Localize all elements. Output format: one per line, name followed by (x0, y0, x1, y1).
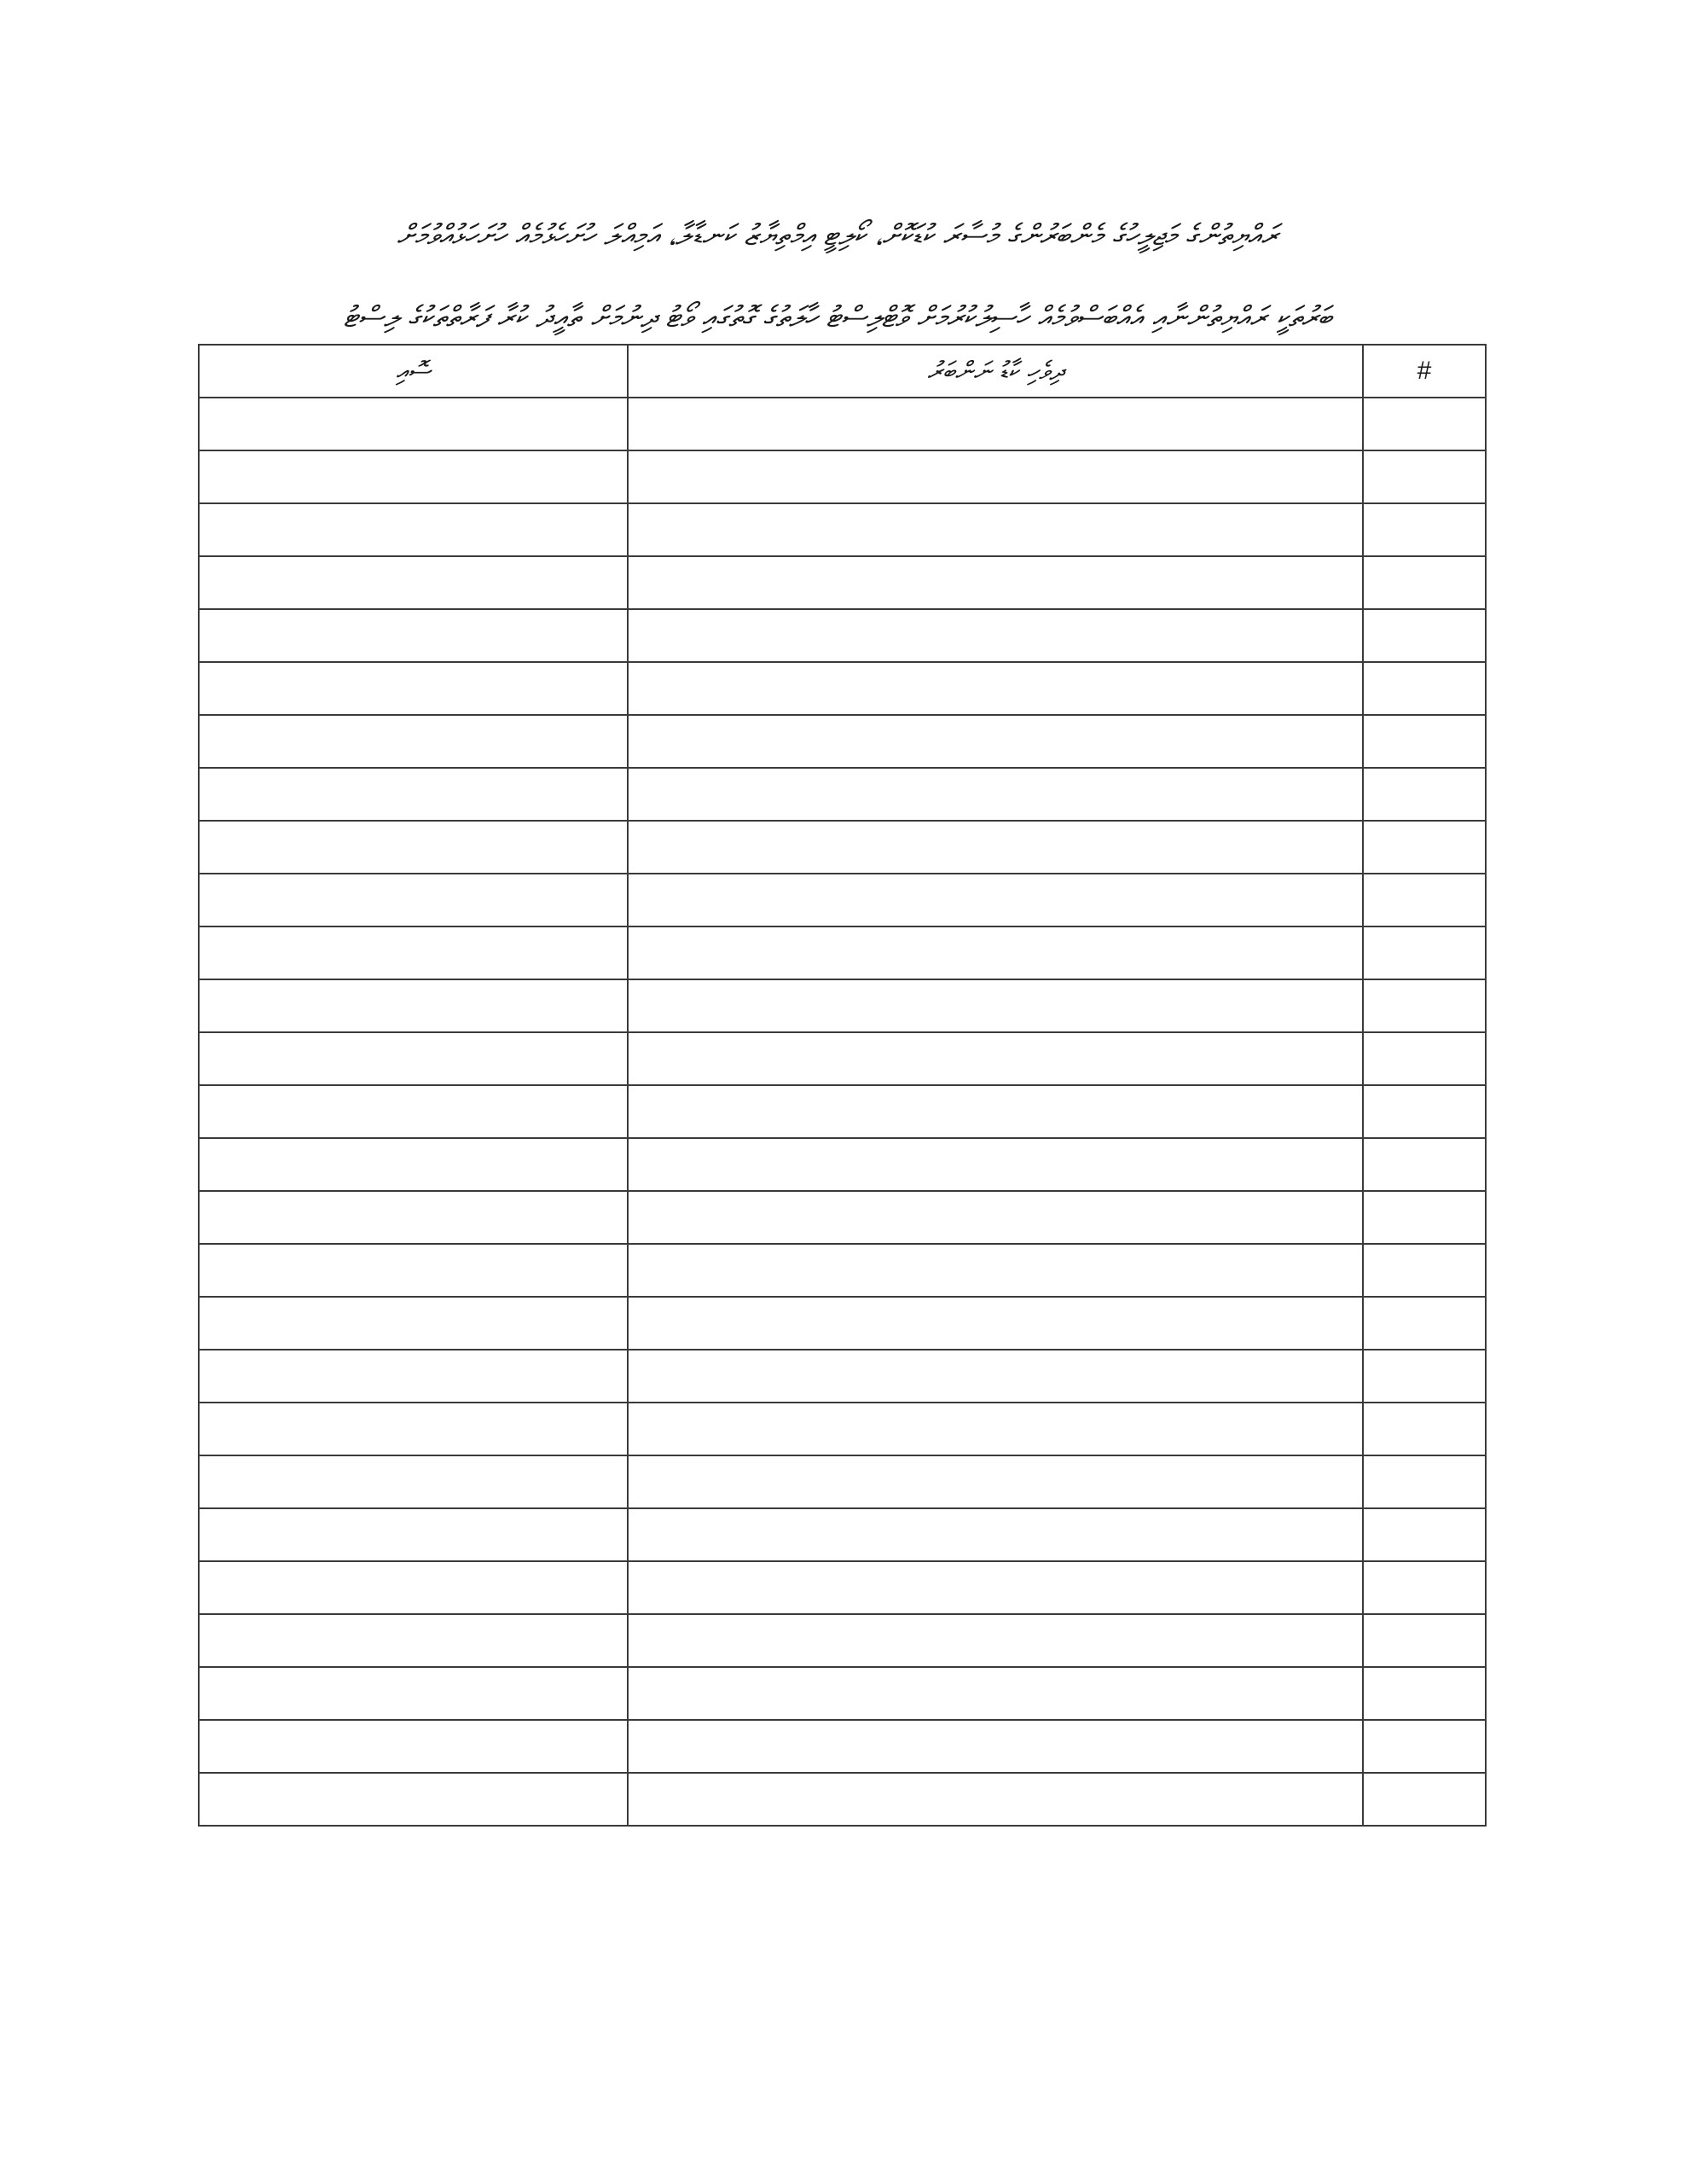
signature-cell (199, 1085, 628, 1138)
table-row (199, 1508, 1486, 1561)
table-row (199, 1720, 1486, 1773)
number-cell (1363, 1032, 1486, 1085)
id-number-cell (628, 1614, 1363, 1667)
table-row (199, 926, 1486, 979)
id-number-cell (628, 1032, 1363, 1085)
signature-cell (199, 1244, 628, 1297)
table-row (199, 662, 1486, 715)
table-row (199, 1138, 1486, 1191)
number-cell (1363, 1720, 1486, 1773)
id-number-cell (628, 609, 1363, 662)
table-row (199, 450, 1486, 503)
table-header-row (199, 345, 1486, 398)
signature-cell (199, 1667, 628, 1720)
signature-cell (199, 609, 628, 662)
number-cell (1363, 1667, 1486, 1720)
column-header-signature: ސޮއި (199, 345, 628, 398)
id-number-cell (628, 1244, 1363, 1297)
id-number-cell (628, 926, 1363, 979)
table-row (199, 1244, 1486, 1297)
table-row (199, 1561, 1486, 1614)
signature-cell (199, 715, 628, 768)
number-cell (1363, 450, 1486, 503)
signature-cell (199, 503, 628, 556)
signature-cell (199, 1561, 628, 1614)
table-row (199, 609, 1486, 662)
id-number-cell (628, 1455, 1363, 1508)
signature-cell (199, 1350, 628, 1403)
table-row (199, 1403, 1486, 1455)
number-cell (1363, 556, 1486, 609)
signature-cell (199, 821, 628, 874)
signature-cell (199, 1455, 628, 1508)
number-cell (1363, 1614, 1486, 1667)
signature-cell (199, 926, 628, 979)
number-cell (1363, 609, 1486, 662)
table-row (199, 979, 1486, 1032)
number-cell (1363, 821, 1486, 874)
id-number-cell (628, 1350, 1363, 1403)
signature-cell (199, 450, 628, 503)
signature-cell (199, 1508, 628, 1561)
signature-cell (199, 1297, 628, 1350)
signature-cell (199, 1191, 628, 1244)
number-cell (1363, 1085, 1486, 1138)
table-row (199, 1032, 1486, 1085)
id-number-cell (628, 768, 1363, 821)
id-number-cell (628, 398, 1363, 450)
table-row (199, 1191, 1486, 1244)
signature-cell (199, 1773, 628, 1826)
number-cell (1363, 926, 1486, 979)
table-row (199, 1085, 1486, 1138)
signature-cell (199, 768, 628, 821)
id-number-cell (628, 662, 1363, 715)
signature-cell (199, 1614, 628, 1667)
signature-table (198, 344, 1487, 1827)
heading-line-2: ބަރުތަކީ ރައްޔިތުންނާއި އެއްބަސްވުމެއް ހާސިލުކުރުމަށް ވޮޓްލިސްޓު ހާލަތުގެ ގޮތުގައި ވޯޓު ދިނުމަށް ތާއީދު ކުރާ ފަރާތްތަކުގެ ލިސްޓު (343, 300, 1332, 334)
number-cell (1363, 662, 1486, 715)
column-header-id-number: ދިވެހި ކާޑު ނަންބަރު (628, 345, 1363, 398)
id-number-cell (628, 1561, 1363, 1614)
number-cell (1363, 398, 1486, 450)
id-number-cell (628, 503, 1363, 556)
number-cell (1363, 979, 1486, 1032)
signature-cell (199, 1403, 628, 1455)
number-cell (1363, 874, 1486, 926)
number-cell (1363, 1350, 1486, 1403)
number-cell (1363, 1773, 1486, 1826)
table-row (199, 398, 1486, 450)
table-row (199, 556, 1486, 609)
signature-cell (199, 556, 628, 609)
signature-cell (199, 1032, 628, 1085)
table-row (199, 1350, 1486, 1403)
signature-cell (199, 874, 628, 926)
heading-line-1: ރައްޔިތުންގެ މަޖިލީހުގެ މެންބަރުންގެ މުސާރަ ކުޑަކޮށް، ކޯލިޓީ އިމްތިޔާޒު ކަނޑާލާ، އަމިއްލަ ހުށަހެޅުމެއް ހުށަހަޅުއްވުމަށް (397, 218, 1278, 253)
table-row (199, 1455, 1486, 1508)
number-cell (1363, 1508, 1486, 1561)
id-number-cell (628, 1773, 1363, 1826)
id-number-cell (628, 821, 1363, 874)
number-cell (1363, 1561, 1486, 1614)
number-cell (1363, 1244, 1486, 1297)
id-number-cell (628, 979, 1363, 1032)
table-row (199, 1667, 1486, 1720)
table-row (199, 503, 1486, 556)
id-number-cell (628, 556, 1363, 609)
table-row (199, 821, 1486, 874)
table-row (199, 1773, 1486, 1826)
signature-cell (199, 662, 628, 715)
number-cell (1363, 1455, 1486, 1508)
number-cell (1363, 768, 1486, 821)
signature-cell (199, 1138, 628, 1191)
id-number-cell (628, 1403, 1363, 1455)
number-cell (1363, 1297, 1486, 1350)
signature-cell (199, 398, 628, 450)
table-row (199, 874, 1486, 926)
number-cell (1363, 715, 1486, 768)
number-cell (1363, 1403, 1486, 1455)
id-number-cell (628, 1138, 1363, 1191)
table-row (199, 768, 1486, 821)
id-number-cell (628, 1191, 1363, 1244)
number-cell (1363, 1138, 1486, 1191)
id-number-cell (628, 874, 1363, 926)
number-cell (1363, 503, 1486, 556)
id-number-cell (628, 715, 1363, 768)
id-number-cell (628, 1508, 1363, 1561)
table-row (199, 715, 1486, 768)
table-row (199, 1614, 1486, 1667)
id-number-cell (628, 450, 1363, 503)
id-number-cell (628, 1720, 1363, 1773)
table-row (199, 1297, 1486, 1350)
number-cell (1363, 1191, 1486, 1244)
document-heading (198, 195, 1477, 358)
signature-cell (199, 979, 628, 1032)
id-number-cell (628, 1297, 1363, 1350)
signature-cell (199, 1720, 628, 1773)
table-body (199, 398, 1486, 1826)
column-header-number: # (1363, 345, 1486, 398)
id-number-cell (628, 1085, 1363, 1138)
id-number-cell (628, 1667, 1363, 1720)
